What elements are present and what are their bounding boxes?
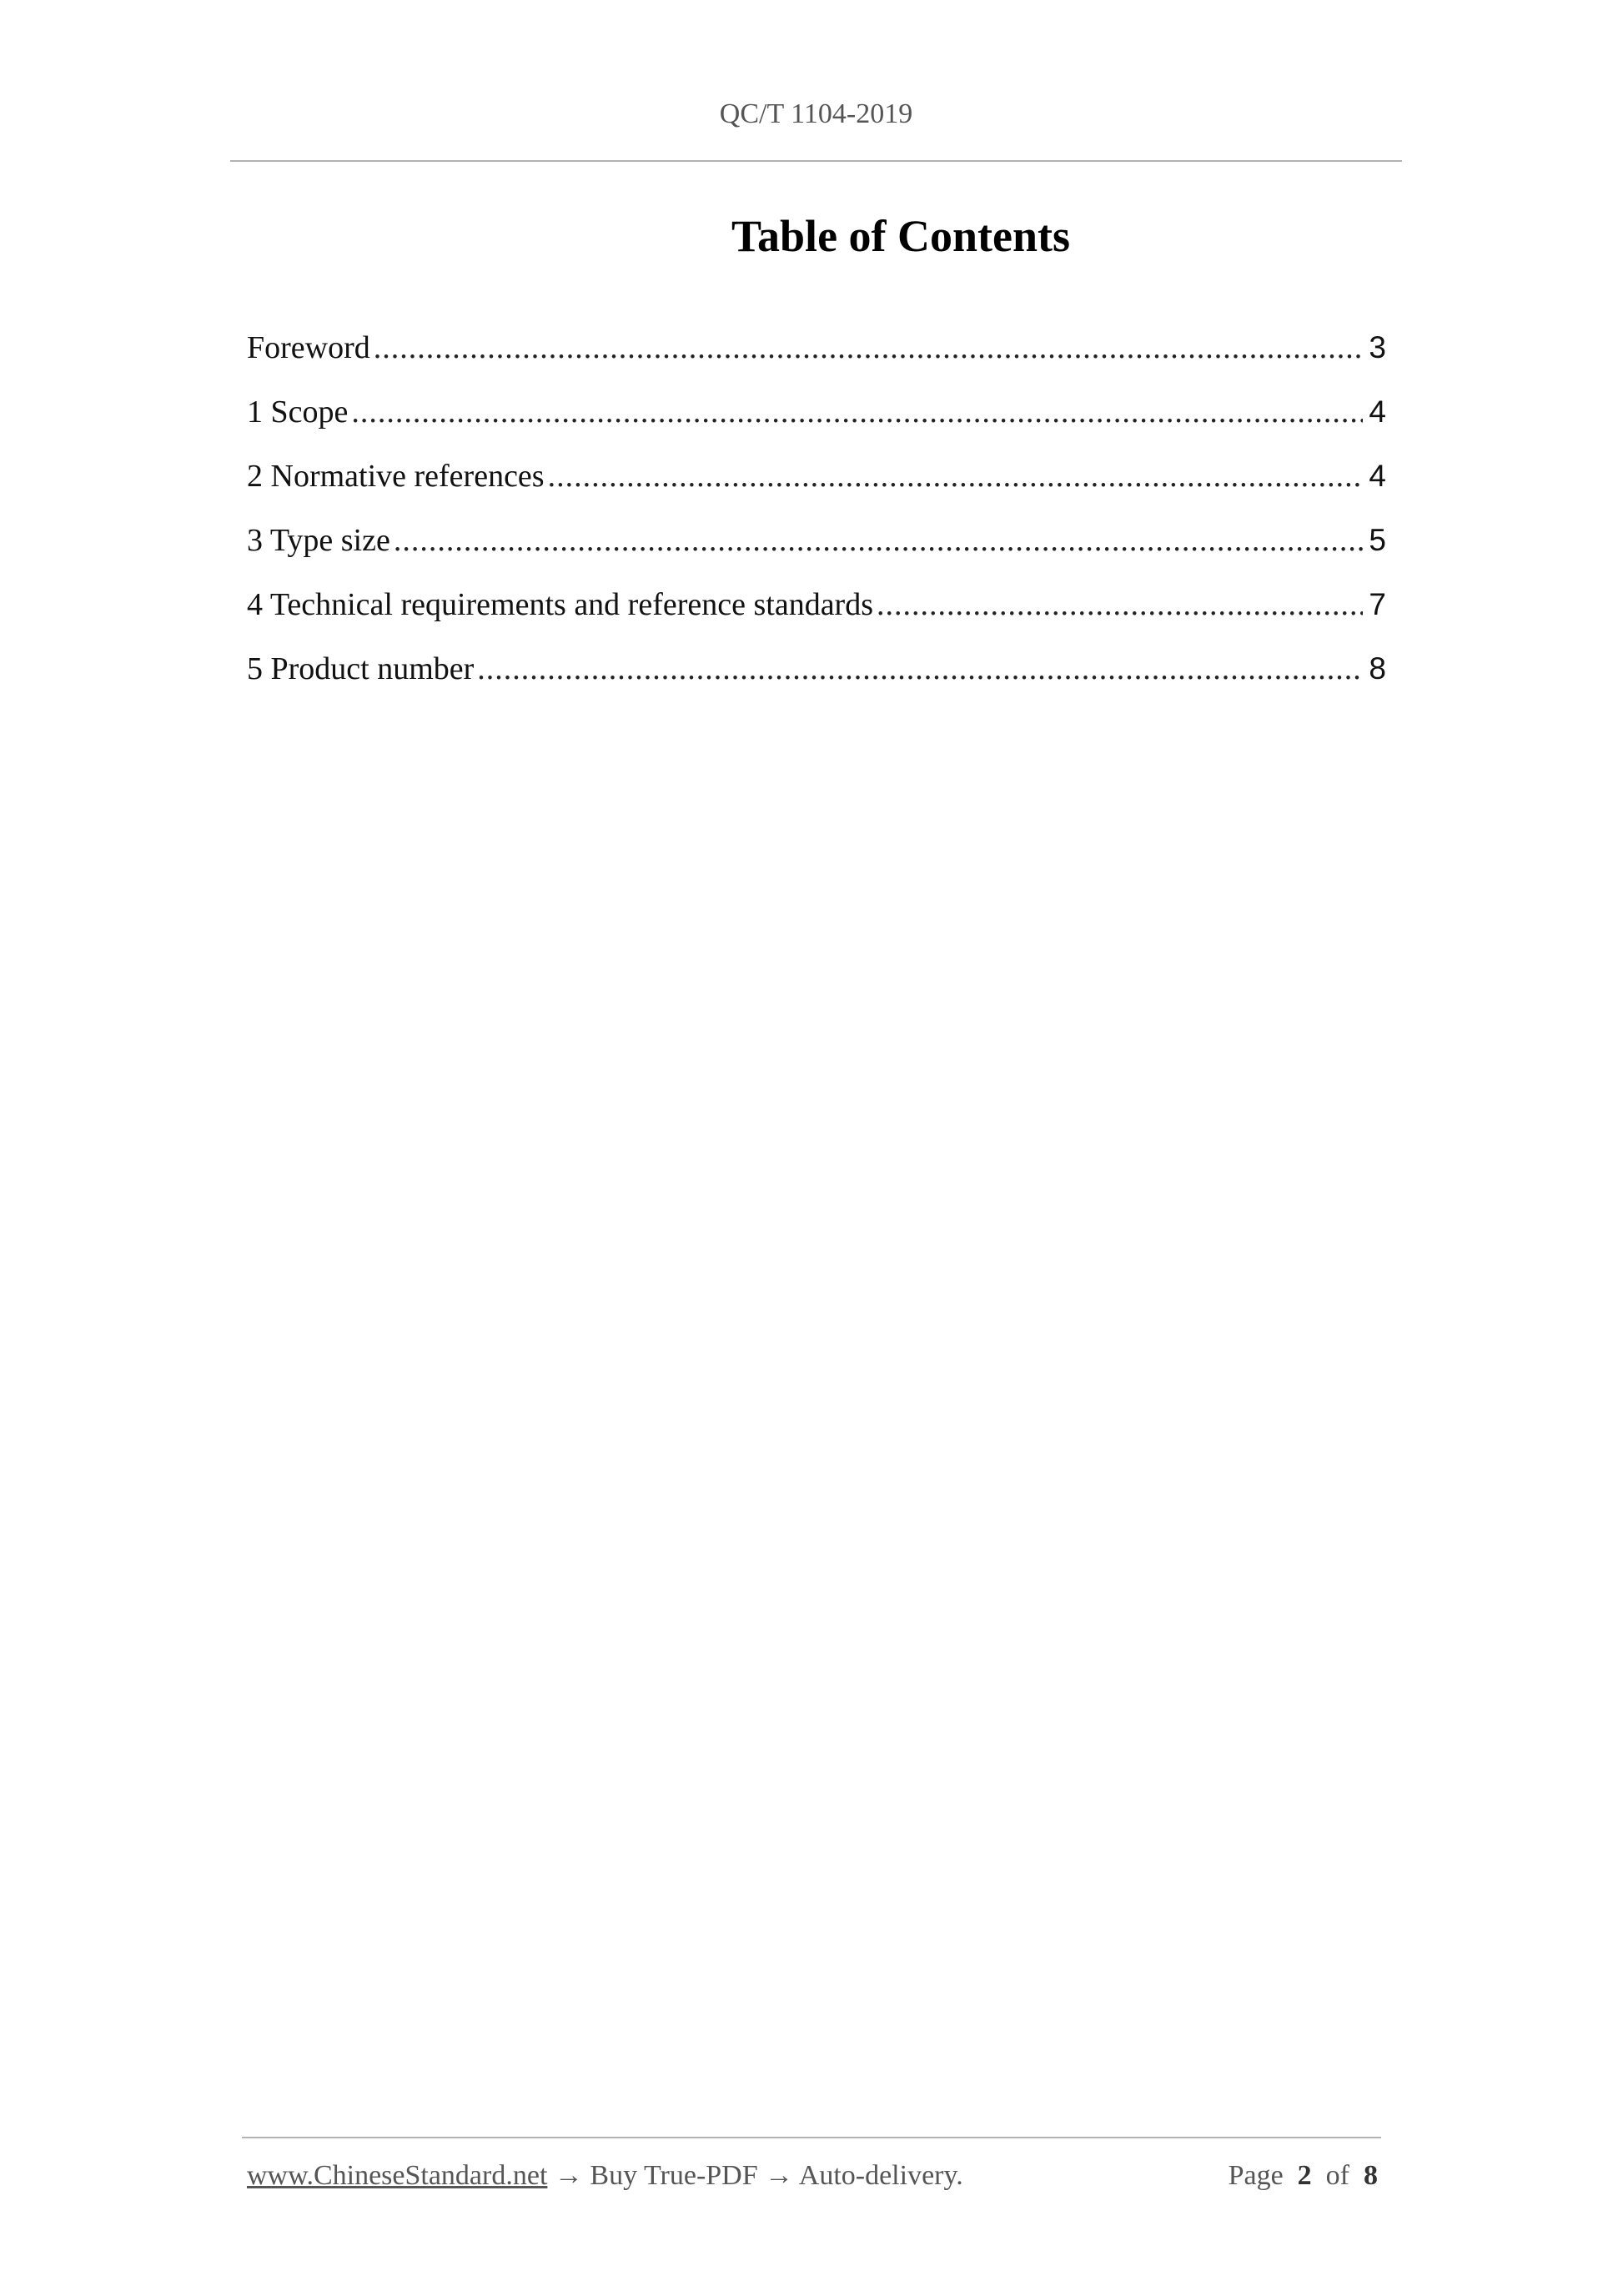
page-indicator [1229,2160,1378,2192]
toc-page-number: 8 [1369,651,1386,686]
toc-page-number: 4 [1369,394,1386,429]
toc-page-number: 5 [1369,523,1386,557]
auto-delivery-text: Auto-delivery. [798,2160,963,2191]
toc-entry-product-number[interactable] [247,651,1386,715]
toc-dot-leader [877,586,1363,623]
toc-entry-label: 3 Type size [247,523,390,558]
page-label: Page [1228,2160,1284,2191]
arrow-right-icon: → [765,2160,794,2191]
toc-page-number: 3 [1369,330,1386,364]
website-link[interactable]: www.ChineseStandard.net [247,2160,548,2191]
toc-dot-leader [374,329,1363,366]
toc-entry-label: Foreword [247,330,370,365]
toc-entry-label: 5 Product number [247,651,475,686]
current-page-number: 2 [1297,2160,1312,2191]
page-footer [247,2160,1378,2202]
toc-entry-technical-requirements[interactable] [247,586,1386,651]
toc-page-number: 4 [1369,459,1386,493]
footer-promo [247,2160,963,2192]
toc-entry-scope[interactable] [247,394,1386,458]
toc-page-number: 7 [1369,587,1386,621]
toc-dot-leader [394,522,1363,559]
of-label: of [1325,2160,1349,2191]
running-header: QC/T 1104-2019 [719,98,913,129]
page-title: Table of Contents [731,211,1071,261]
arrow-right-icon: → [554,2160,583,2191]
toc-entry-label: 4 Technical requirements and reference standards [247,587,874,622]
total-pages-number: 8 [1364,2160,1378,2191]
toc-dot-leader [548,458,1363,495]
toc-dot-leader [351,394,1363,430]
table-of-contents [247,329,1386,715]
toc-entry-normative-references[interactable] [247,458,1386,522]
toc-dot-leader [477,651,1363,687]
toc-entry-type-size[interactable] [247,522,1386,586]
toc-entry-label: 2 Normative references [247,459,545,494]
header-divider [230,160,1402,162]
footer-divider [242,2137,1381,2138]
buy-pdf-text: Buy True-PDF [590,2160,758,2191]
toc-entry-foreword[interactable] [247,329,1386,394]
toc-entry-label: 1 Scope [247,394,349,430]
